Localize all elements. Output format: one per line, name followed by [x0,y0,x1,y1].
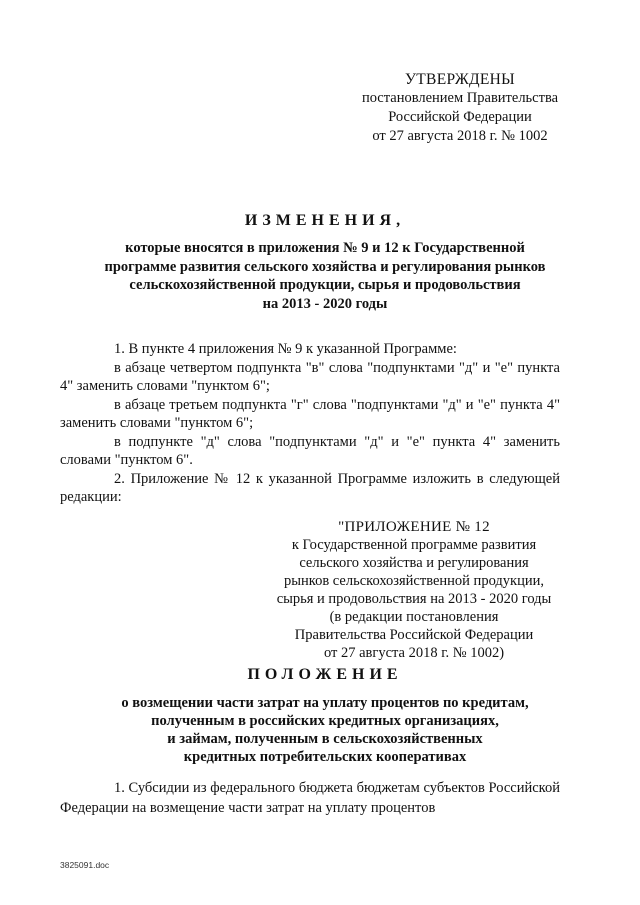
body-paragraph: 1. В пункте 4 приложения № 9 к указанной Программе: [114,341,457,357]
file-name-footer: 3825091.doc [60,860,110,870]
subtitle-line: на 2013 - 2020 годы [262,295,388,312]
approval-heading: УТВЕРЖДЕНЫ [405,71,515,88]
changes-title-block [40,212,610,313]
changes-heading: ИЗМЕНЕНИЯ, [244,212,406,229]
approval-line: от 27 августа 2018 г. № 1002 [372,128,548,144]
subtitle-line: которые вносятся в приложения № 9 и 12 к Государственной [125,240,525,256]
appendix-line: Правительства Российской Федерации [294,627,534,643]
document-body [60,340,560,507]
appendix-block [240,518,588,662]
subtitle-line: полученным в российских кредитных организациях, [151,713,499,729]
appendix-line: от 27 августа 2018 г. № 1002) [323,645,505,661]
regulation-body [60,778,560,818]
appendix-line: (в редакции постановления [329,609,499,625]
regulation-subtitle [40,694,610,766]
appendix-line: к Государственной программе развития [291,537,537,553]
subtitle-line: кредитных потребительских кооперативах [183,749,467,765]
body-paragraph: 2. Приложение № 12 к указанной Программе изложить в следующей редакции: [60,470,560,505]
subtitle-line: о возмещении части затрат на уплату процентов по кредитам, [121,695,529,711]
body-paragraph: в подпункте "д" слова "подпунктами "д" и "е" пункта 4" заменить словами "пунктом 6". [60,433,560,468]
appendix-line: сырья и продовольствия на 2013 - 2020 годы [276,591,552,607]
subtitle-line: сельскохозяйственной продукции, сырья и продовольствия [129,277,521,293]
regulation-title-block [40,666,610,766]
appendix-line: рынков сельскохозяйственной продукции, [284,573,544,589]
approval-line: Российской Федерации [388,109,532,125]
subtitle-line: программе развития сельского хозяйства и регулирования рынков [104,258,546,275]
changes-subtitle [40,239,610,313]
subtitle-line: и займам, полученным в сельскохозяйственных [167,731,483,747]
approval-line: постановлением Правительства [361,90,559,106]
body-paragraph: 1. Субсидии из федерального бюджета бюджетам субъектов Российской Федерации на возмещение части затрат на уплату процентов [60,780,560,816]
appendix-line: сельского хозяйства и регулирования [299,555,529,571]
body-paragraph: в абзаце четвертом подпункта "в" слова "подпунктами "д" и "е" пункта 4" заменить словами "пунктом 6"; [60,359,560,394]
regulation-heading: ПОЛОЖЕНИЕ [247,666,403,683]
body-paragraph: в абзаце третьем подпункта "г" слова "подпунктами "д" и "е" пункта 4" заменить словами "пунктом 6"; [60,396,560,431]
appendix-heading: "ПРИЛОЖЕНИЕ № 12 [338,519,490,535]
approval-block [330,70,590,146]
